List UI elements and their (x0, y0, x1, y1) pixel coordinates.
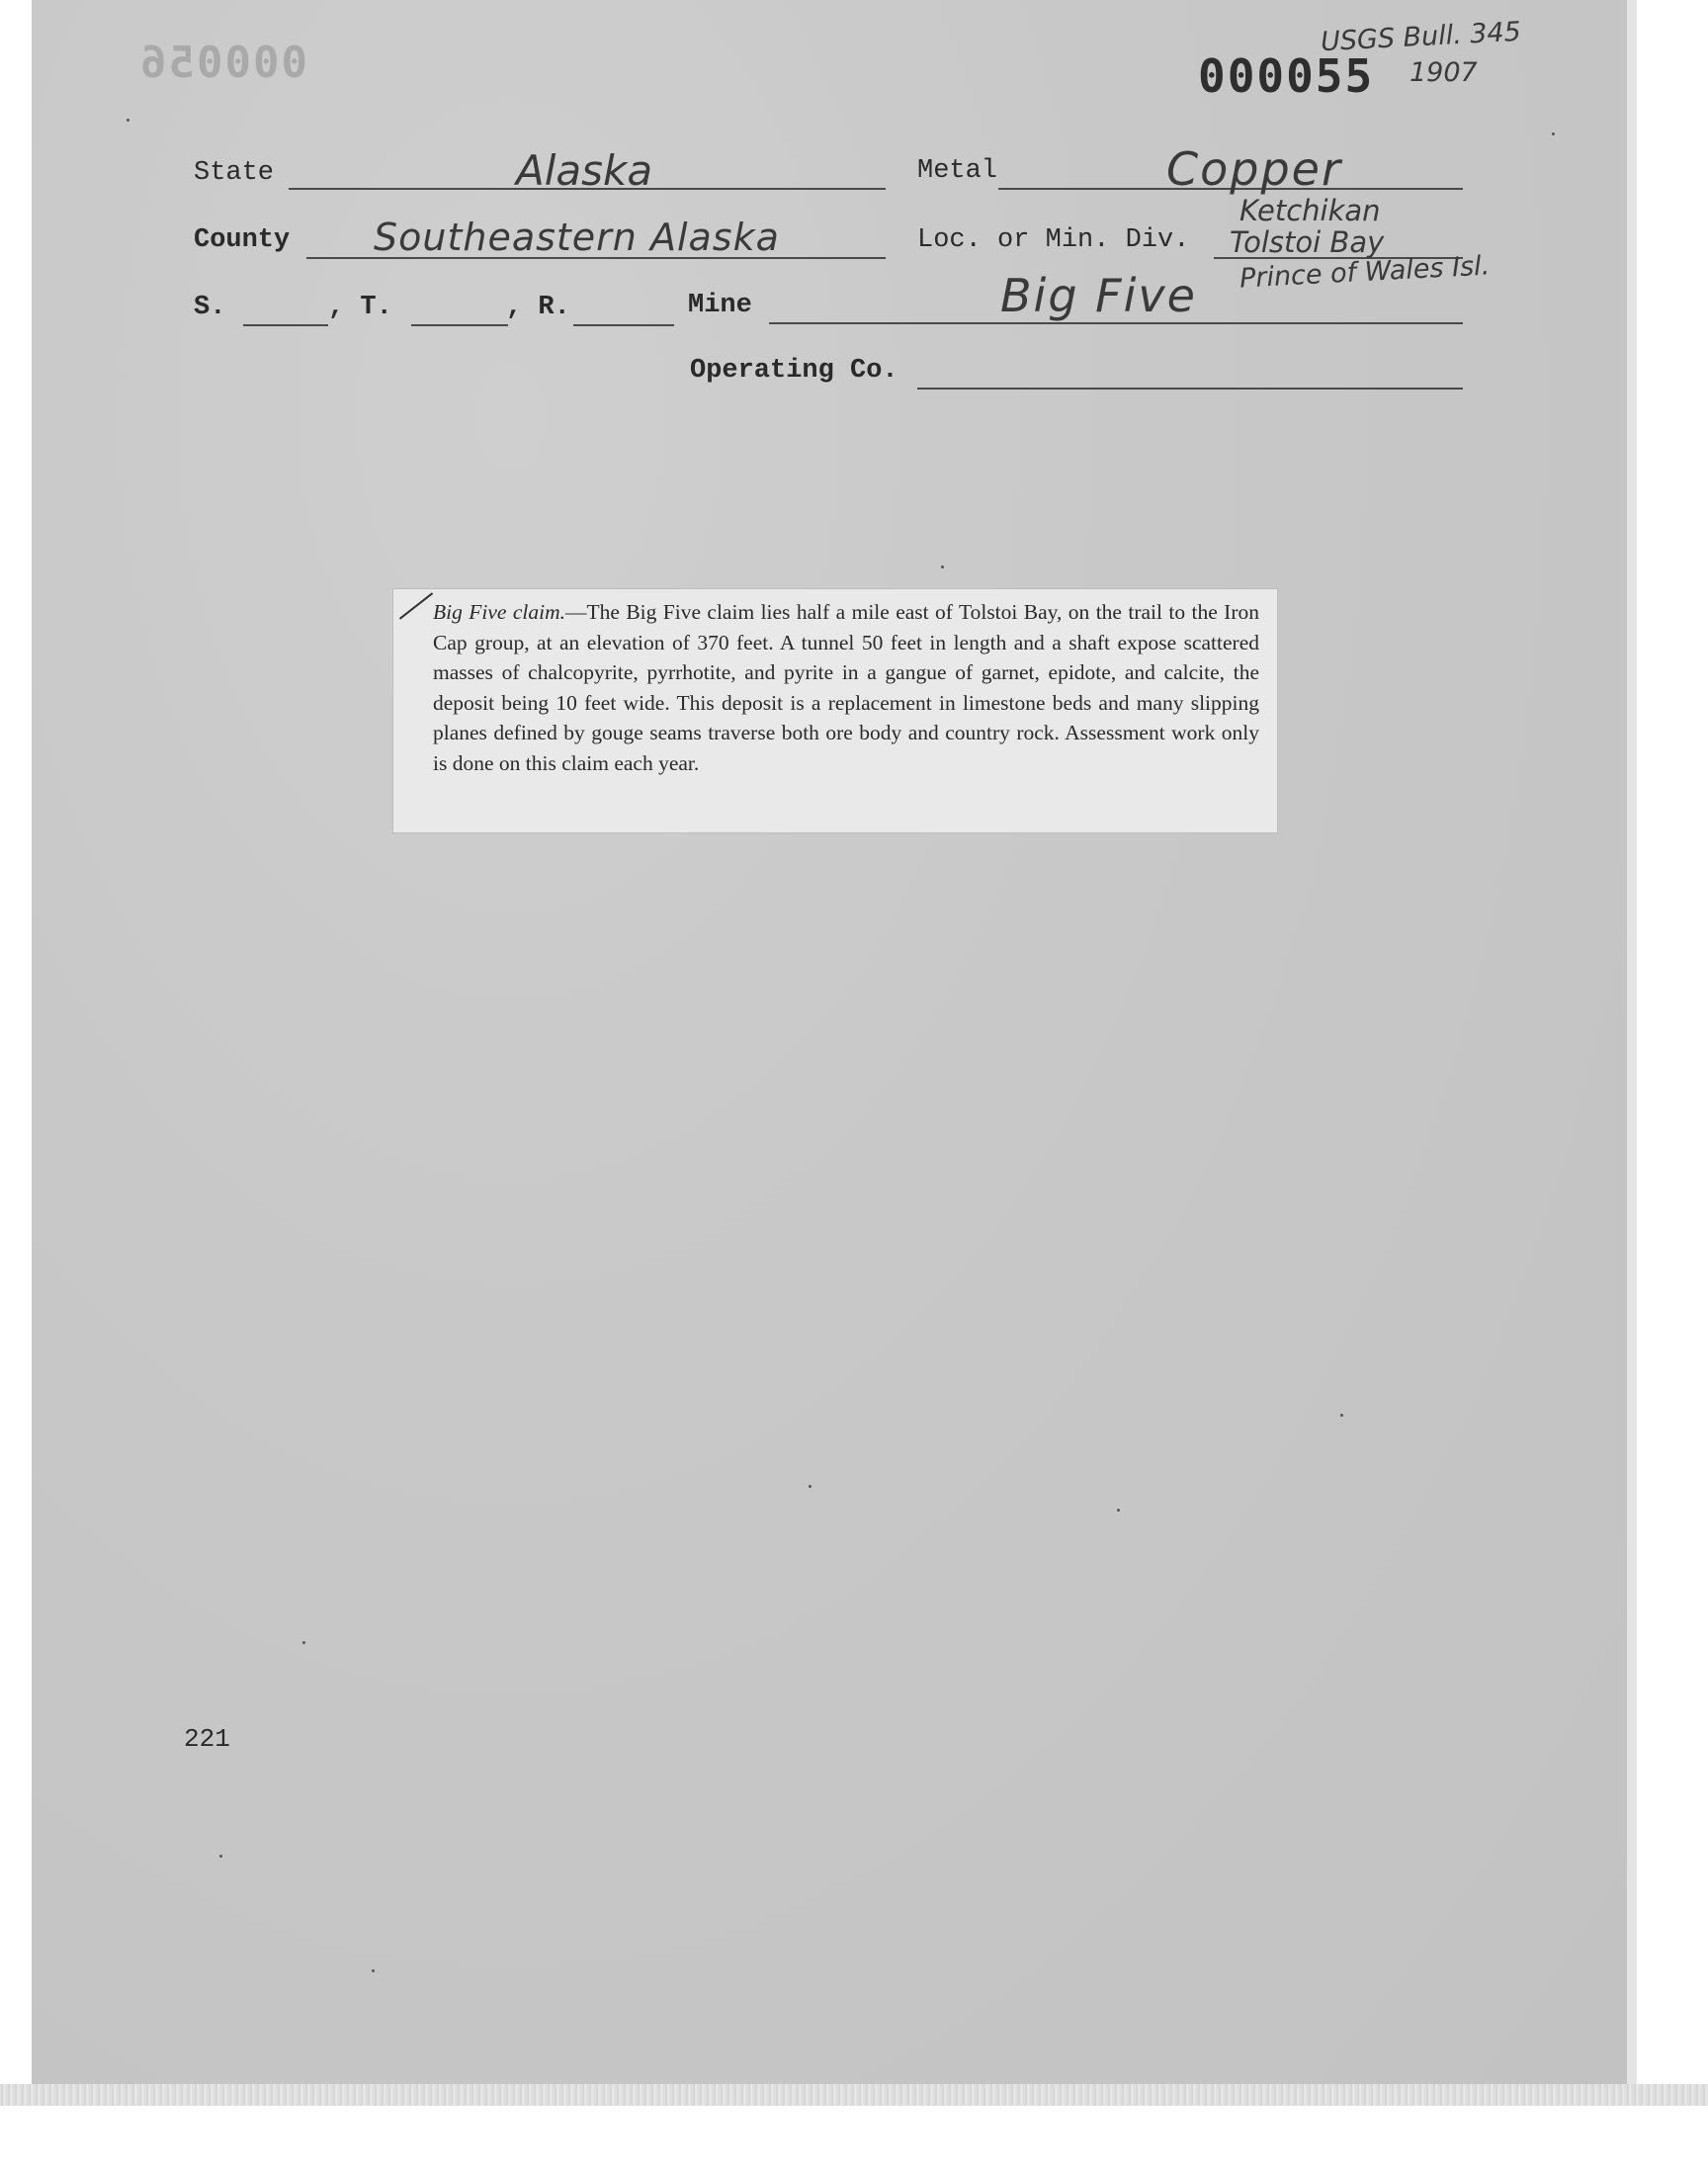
section-label: S. (194, 293, 226, 322)
reference-year: 1907 (1409, 57, 1478, 88)
loc-label: Loc. or Min. Div. (917, 225, 1190, 255)
scan-speck (941, 566, 944, 568)
mine-label: Mine (688, 291, 752, 320)
scan-speck (1340, 1414, 1343, 1417)
county-value: Southeastern Alaska (374, 216, 780, 259)
section-underline (243, 324, 328, 326)
reference-note: USGS Bull. 345 (1320, 16, 1522, 58)
scanned-sheet (32, 0, 1627, 2084)
text-clipping (393, 589, 1277, 832)
county-label: County (194, 225, 291, 255)
township-label: , T. (328, 293, 392, 322)
operating-underline (917, 388, 1463, 390)
range-underline (573, 324, 674, 326)
sheet-edge (1627, 0, 1637, 2084)
range-label: , R. (506, 293, 570, 322)
ghost-archive-number: 000056 (138, 38, 307, 88)
metal-value: Copper (1166, 142, 1342, 196)
scan-speck (809, 1485, 811, 1488)
scan-speck (372, 1969, 375, 1972)
mine-underline (769, 322, 1463, 324)
mine-value: Big Five (1000, 269, 1197, 322)
scan-speck (127, 119, 129, 122)
clipping-body: —The Big Five claim lies half a mile east of Tolstoi Bay, on the trail to the Iron Cap group, at an elevation of 370 feet. A tunnel 50 feet in length and a shaft expose scattered masses of chalcopyrite, pyrrhotite, and pyrite in a gangue of garnet, epidote, and calcite, the deposit being 10 feet wide. This deposit is a replacement in limestone beds and many slipping planes defined by gouge seams traverse both ore body and country rock. Assessment work only is done on this claim each year. (433, 600, 1259, 775)
clipping-text (433, 597, 1259, 778)
state-label: State (194, 158, 275, 188)
scan-speck (1117, 1509, 1120, 1512)
metal-label: Metal (917, 156, 998, 186)
archive-number: 000055 (1198, 49, 1375, 103)
state-value: Alaska (516, 146, 653, 195)
check-mark (399, 592, 433, 619)
scan-speck (1552, 132, 1555, 135)
loc-value-line2: Tolstoi Bay (1230, 225, 1385, 259)
page-number: 221 (184, 1724, 230, 1754)
loc-value-line1: Ketchikan (1239, 194, 1381, 227)
scan-speck (302, 1641, 305, 1644)
scan-speck (219, 1855, 222, 1858)
township-underline (411, 324, 508, 326)
scanner-strip (0, 2084, 1708, 2106)
clipping-lead: Big Five claim. (433, 600, 565, 624)
operating-label: Operating Co. (690, 356, 898, 386)
loc-value-line3: Prince of Wales Isl. (1238, 250, 1491, 295)
